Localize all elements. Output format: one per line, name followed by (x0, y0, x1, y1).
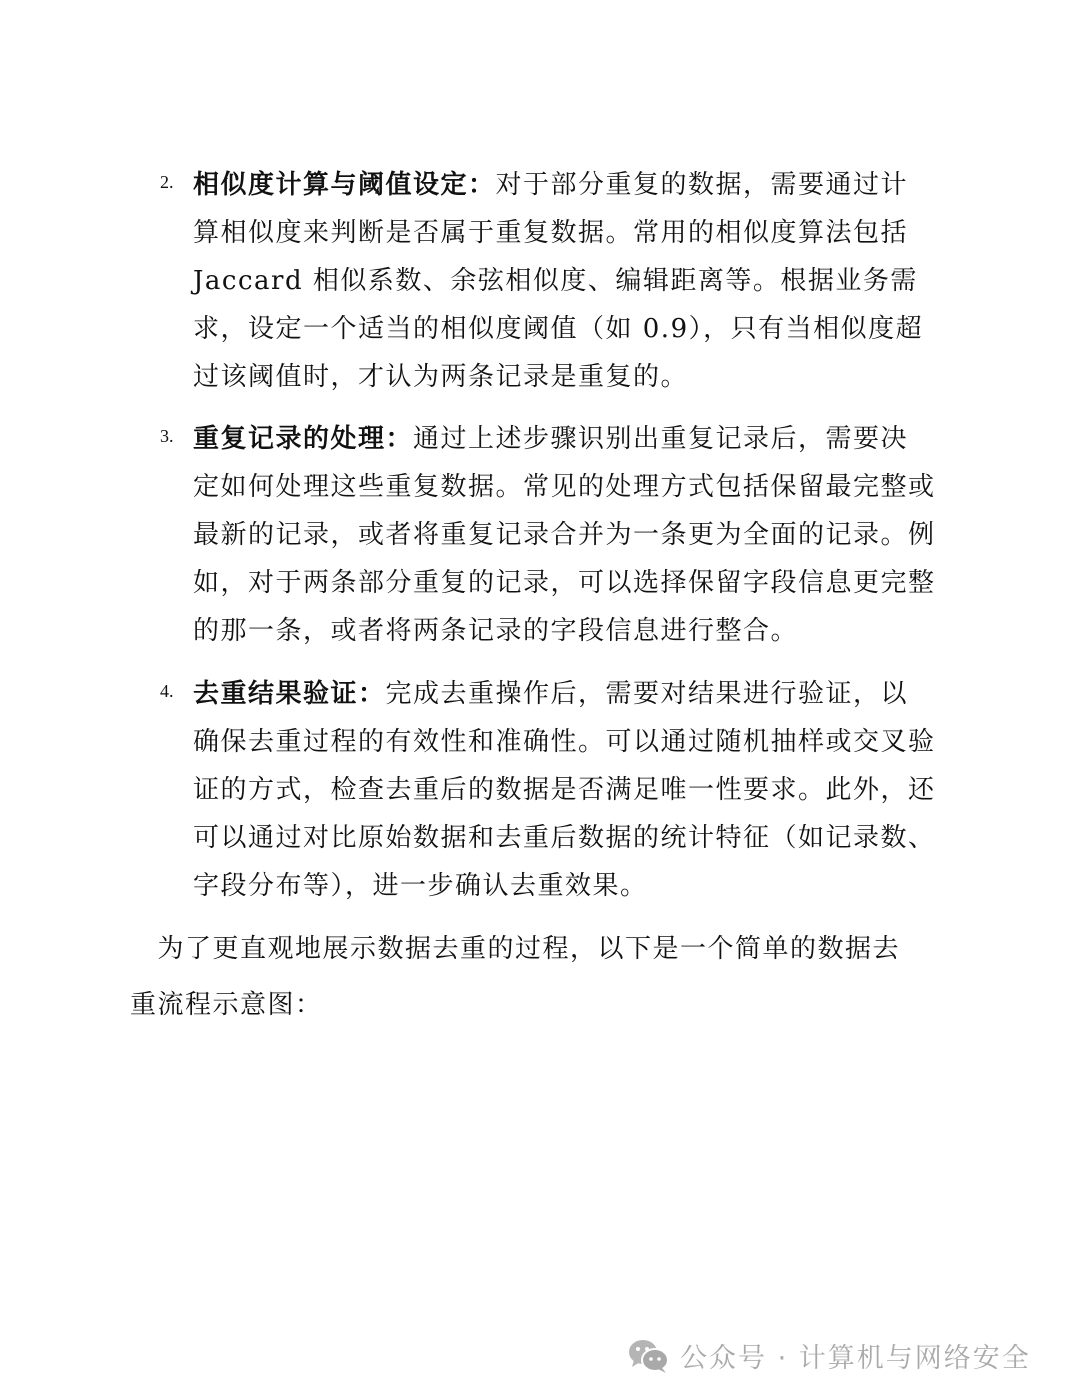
list-line: 过该阈值时，才认为两条记录是重复的。 (193, 362, 689, 392)
list-line: 的那一条，或者将两条记录的字段信息进行整合。 (193, 616, 799, 646)
list-line (193, 673, 908, 710)
list-line (193, 164, 908, 201)
line-text: 对于部分重复的数据，需要通过计 (495, 170, 909, 200)
list-item-title: 相似度计算与阈值设定： (193, 170, 496, 200)
list-line: 证的方式，检查去重后的数据是否满足唯一性要求。此外，还 (193, 775, 936, 805)
line-text: 完成去重操作后，需要对结果进行验证，以 (385, 679, 909, 709)
list-number: 2. (160, 172, 174, 192)
watermark-text: 公众号 · 计算机与网络安全 (680, 1343, 1031, 1374)
list-line (193, 418, 908, 455)
list-line: 如，对于两条部分重复的记录，可以选择保留字段信息更完整 (193, 568, 936, 598)
list-number: 3. (160, 426, 174, 446)
list-number: 4. (160, 681, 174, 701)
list-item-title: 去重结果验证： (193, 679, 386, 709)
list-line: 可以通过对比原始数据和去重后数据的统计特征（如记录数、 (193, 823, 936, 853)
list-line: Jaccard 相似系数、余弦相似度、编辑距离等。根据业务需 (193, 266, 918, 296)
watermark (628, 1336, 1031, 1375)
list-line: 最新的记录，或者将重复记录合并为一条更为全面的记录。例 (193, 520, 936, 550)
paragraph-line: 重流程示意图： (130, 990, 323, 1020)
list-line: 算相似度来判断是否属于重复数据。常用的相似度算法包括 (193, 218, 909, 248)
paragraph-line: 为了更直观地展示数据去重的过程，以下是一个简单的数据去 (130, 934, 901, 964)
list-item-title: 重复记录的处理： (193, 424, 414, 454)
list-line: 定如何处理这些重复数据。常见的处理方式包括保留最完整或 (193, 472, 936, 502)
list-line: 求，设定一个适当的相似度阈值（如 0.9），只有当相似度超 (193, 314, 924, 344)
wechat-icon (628, 1338, 670, 1374)
list-line: 字段分布等），进一步确认去重效果。 (193, 871, 648, 901)
line-text: 通过上述步骤识别出重复记录后，需要决 (413, 424, 909, 454)
list-line: 确保去重过程的有效性和准确性。可以通过随机抽样或交叉验 (193, 727, 936, 757)
